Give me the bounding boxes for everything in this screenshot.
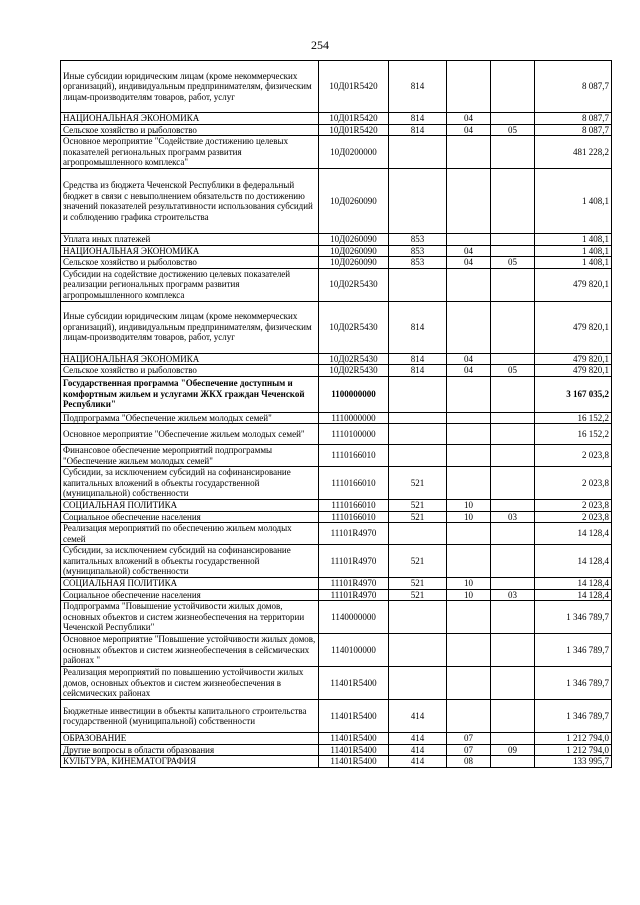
cell-csr: 10Д0260090: [319, 169, 389, 234]
cell-name: Уплата иных платежей: [61, 234, 319, 246]
cell-rz: 07: [447, 733, 491, 745]
table-row: [61, 424, 612, 445]
cell-rz: [447, 412, 491, 424]
table-row: [61, 353, 612, 365]
cell-csr: 11401R5400: [319, 733, 389, 745]
cell-vr: [389, 523, 447, 545]
cell-rz: 04: [447, 353, 491, 365]
cell-csr: 1110166010: [319, 511, 389, 523]
cell-pr: [491, 412, 535, 424]
table-row: [61, 136, 612, 169]
table-row: [61, 634, 612, 667]
cell-sum: 479 820,1: [535, 301, 612, 353]
cell-vr: 414: [389, 700, 447, 733]
table-row: [61, 700, 612, 733]
cell-csr: 10Д0200000: [319, 136, 389, 169]
cell-vr: 414: [389, 744, 447, 756]
cell-pr: [491, 733, 535, 745]
table-row: [61, 113, 612, 125]
table-row: [61, 744, 612, 756]
cell-pr: [491, 245, 535, 257]
cell-sum: 14 128,4: [535, 578, 612, 590]
cell-csr: 1140000000: [319, 601, 389, 634]
cell-name: Реализация мероприятий по обеспечению жильем молодых семей: [61, 523, 319, 545]
cell-vr: [389, 601, 447, 634]
table-row: [61, 268, 612, 301]
cell-vr: 521: [389, 511, 447, 523]
cell-pr: [491, 169, 535, 234]
table-row: [61, 523, 612, 545]
cell-name: НАЦИОНАЛЬНАЯ ЭКОНОМИКА: [61, 353, 319, 365]
cell-vr: 414: [389, 756, 447, 768]
cell-vr: [389, 136, 447, 169]
table-row: [61, 412, 612, 424]
cell-rz: [447, 169, 491, 234]
page-number: 254: [311, 38, 329, 52]
cell-sum: 1 408,1: [535, 257, 612, 269]
cell-rz: [447, 601, 491, 634]
cell-vr: 814: [389, 301, 447, 353]
table-row: [61, 245, 612, 257]
cell-pr: [491, 353, 535, 365]
cell-sum: 2 023,8: [535, 511, 612, 523]
table-row: [61, 169, 612, 234]
cell-name: Иные субсидии юридическим лицам (кроме некоммерческих организаций), индивидуальным предпринимателям, физическим лицам-производителям товаров, работ, услуг: [61, 61, 319, 113]
cell-rz: [447, 234, 491, 246]
cell-vr: [389, 667, 447, 700]
cell-vr: 814: [389, 61, 447, 113]
cell-csr: 1110000000: [319, 412, 389, 424]
cell-csr: 1110166010: [319, 467, 389, 500]
cell-sum: 14 128,4: [535, 523, 612, 545]
cell-pr: [491, 61, 535, 113]
cell-rz: 10: [447, 511, 491, 523]
cell-vr: 853: [389, 245, 447, 257]
cell-vr: 521: [389, 545, 447, 578]
cell-csr: 11401R5400: [319, 700, 389, 733]
cell-rz: 10: [447, 500, 491, 512]
cell-csr: 11401R5400: [319, 744, 389, 756]
table-row: [61, 301, 612, 353]
cell-rz: [447, 523, 491, 545]
cell-pr: [491, 467, 535, 500]
cell-sum: 1 346 789,7: [535, 601, 612, 634]
cell-sum: 133 995,7: [535, 756, 612, 768]
cell-csr: 1100000000: [319, 376, 389, 412]
cell-pr: [491, 136, 535, 169]
cell-rz: 04: [447, 245, 491, 257]
cell-vr: [389, 412, 447, 424]
cell-name: Государственная программа "Обеспечение доступным и комфортным жильем и услугами ЖКХ граждан Чеченской Республики": [61, 376, 319, 412]
cell-sum: 479 820,1: [535, 268, 612, 301]
cell-name: Подпрограмма "Повышение устойчивости жилых домов, основных объектов и систем жизнеобеспечения на территории Чеченской Республики": [61, 601, 319, 634]
cell-csr: 10Д02R5430: [319, 301, 389, 353]
table-row: [61, 511, 612, 523]
cell-rz: [447, 268, 491, 301]
cell-csr: 10Д02R5430: [319, 353, 389, 365]
table-row: [61, 733, 612, 745]
cell-sum: 481 228,2: [535, 136, 612, 169]
cell-csr: 1110100000: [319, 424, 389, 445]
cell-rz: [447, 301, 491, 353]
cell-rz: [447, 700, 491, 733]
cell-pr: [491, 756, 535, 768]
cell-pr: [491, 500, 535, 512]
cell-sum: 1 408,1: [535, 234, 612, 246]
cell-rz: 04: [447, 257, 491, 269]
table-row: [61, 467, 612, 500]
cell-vr: 814: [389, 113, 447, 125]
cell-pr: 03: [491, 511, 535, 523]
cell-csr: 10Д01R5420: [319, 113, 389, 125]
cell-name: Другие вопросы в области образования: [61, 744, 319, 756]
cell-rz: 04: [447, 365, 491, 377]
cell-name: Средства из бюджета Чеченской Республики в федеральный бюджет в связи с невыполнением обязательств по достижению значений показателей результативности использования субсидий и соблюдению графика строительства: [61, 169, 319, 234]
table-row: [61, 376, 612, 412]
cell-pr: 09: [491, 744, 535, 756]
cell-pr: [491, 545, 535, 578]
cell-rz: [447, 445, 491, 467]
cell-sum: 1 408,1: [535, 169, 612, 234]
cell-sum: 2 023,8: [535, 445, 612, 467]
cell-rz: 07: [447, 744, 491, 756]
table-row: [61, 234, 612, 246]
cell-pr: [491, 578, 535, 590]
cell-csr: 10Д01R5420: [319, 124, 389, 136]
cell-csr: 1110166010: [319, 500, 389, 512]
cell-pr: [491, 634, 535, 667]
cell-csr: 10Д02R5430: [319, 365, 389, 377]
cell-vr: 521: [389, 500, 447, 512]
cell-sum: 16 152,2: [535, 412, 612, 424]
cell-vr: 814: [389, 124, 447, 136]
cell-rz: [447, 376, 491, 412]
cell-name: Финансовое обеспечение мероприятий подпрограммы "Обеспечение жильем молодых семей": [61, 445, 319, 467]
cell-name: Сельское хозяйство и рыболовство: [61, 257, 319, 269]
cell-csr: 10Д0260090: [319, 245, 389, 257]
cell-name: Бюджетные инвестиции в объекты капитального строительства государственной (муниципальной) собственности: [61, 700, 319, 733]
cell-name: Основное мероприятие "Содействие достижению целевых показателей региональных программ развития агропромышленного комплекса": [61, 136, 319, 169]
table-row: [61, 257, 612, 269]
cell-name: КУЛЬТУРА, КИНЕМАТОГРАФИЯ: [61, 756, 319, 768]
table-row: [61, 601, 612, 634]
cell-rz: [447, 61, 491, 113]
cell-name: Социальное обеспечение населения: [61, 589, 319, 601]
cell-rz: [447, 667, 491, 700]
cell-vr: [389, 169, 447, 234]
cell-vr: 521: [389, 578, 447, 590]
cell-sum: 16 152,2: [535, 424, 612, 445]
cell-rz: 08: [447, 756, 491, 768]
cell-sum: 1 212 794,0: [535, 733, 612, 745]
cell-csr: 11101R4970: [319, 589, 389, 601]
cell-sum: 2 023,8: [535, 467, 612, 500]
cell-csr: 1110166010: [319, 445, 389, 467]
cell-pr: [491, 445, 535, 467]
table-row: [61, 500, 612, 512]
table-row: [61, 589, 612, 601]
table-row: [61, 445, 612, 467]
cell-rz: 10: [447, 578, 491, 590]
budget-table: [60, 60, 612, 768]
cell-pr: [491, 113, 535, 125]
cell-sum: 1 346 789,7: [535, 667, 612, 700]
cell-csr: 10Д0260090: [319, 257, 389, 269]
cell-rz: [447, 424, 491, 445]
cell-name: СОЦИАЛЬНАЯ ПОЛИТИКА: [61, 578, 319, 590]
cell-rz: [447, 545, 491, 578]
cell-name: Субсидии на содействие достижению целевых показателей реализации региональных программ развития агропромышленного комплекса: [61, 268, 319, 301]
cell-name: НАЦИОНАЛЬНАЯ ЭКОНОМИКА: [61, 245, 319, 257]
cell-name: НАЦИОНАЛЬНАЯ ЭКОНОМИКА: [61, 113, 319, 125]
cell-csr: 10Д01R5420: [319, 61, 389, 113]
cell-vr: [389, 634, 447, 667]
cell-vr: 814: [389, 365, 447, 377]
cell-vr: 853: [389, 257, 447, 269]
cell-pr: [491, 523, 535, 545]
cell-name: Основное мероприятие "Обеспечение жильем молодых семей": [61, 424, 319, 445]
cell-pr: [491, 601, 535, 634]
cell-sum: 479 820,1: [535, 365, 612, 377]
cell-sum: 8 087,7: [535, 113, 612, 125]
cell-sum: 3 167 035,2: [535, 376, 612, 412]
cell-name: СОЦИАЛЬНАЯ ПОЛИТИКА: [61, 500, 319, 512]
cell-csr: 11401R5400: [319, 667, 389, 700]
table-row: [61, 365, 612, 377]
cell-rz: 04: [447, 124, 491, 136]
cell-pr: 05: [491, 365, 535, 377]
cell-pr: 03: [491, 589, 535, 601]
cell-csr: 10Д0260090: [319, 234, 389, 246]
table-row: [61, 756, 612, 768]
cell-name: Подпрограмма "Обеспечение жильем молодых семей": [61, 412, 319, 424]
cell-csr: 10Д02R5430: [319, 268, 389, 301]
table-row: [61, 578, 612, 590]
cell-pr: [491, 667, 535, 700]
cell-rz: [447, 467, 491, 500]
cell-pr: 05: [491, 124, 535, 136]
cell-vr: [389, 445, 447, 467]
table-row: [61, 667, 612, 700]
cell-sum: 1 408,1: [535, 245, 612, 257]
cell-pr: 05: [491, 257, 535, 269]
cell-vr: 414: [389, 733, 447, 745]
cell-name: Социальное обеспечение населения: [61, 511, 319, 523]
cell-pr: [491, 700, 535, 733]
cell-vr: [389, 376, 447, 412]
cell-vr: 853: [389, 234, 447, 246]
cell-vr: 814: [389, 353, 447, 365]
cell-sum: 14 128,4: [535, 589, 612, 601]
cell-pr: [491, 376, 535, 412]
cell-rz: 10: [447, 589, 491, 601]
cell-sum: 1 346 789,7: [535, 700, 612, 733]
cell-pr: [491, 268, 535, 301]
table-row: [61, 545, 612, 578]
cell-csr: 11401R5400: [319, 756, 389, 768]
cell-pr: [491, 234, 535, 246]
cell-name: Основное мероприятие "Повышение устойчивости жилых домов, основных объектов и систем жизнеобеспечения в сейсмических районах ": [61, 634, 319, 667]
cell-name: Реализация мероприятий по повышению устойчивости жилых домов, основных объектов и систем жизнеобеспечения в сейсмических районах: [61, 667, 319, 700]
cell-vr: 521: [389, 589, 447, 601]
cell-sum: 8 087,7: [535, 124, 612, 136]
cell-csr: 1140100000: [319, 634, 389, 667]
cell-vr: [389, 424, 447, 445]
cell-sum: 479 820,1: [535, 353, 612, 365]
cell-rz: 04: [447, 113, 491, 125]
cell-pr: [491, 301, 535, 353]
table-row: [61, 124, 612, 136]
cell-sum: 2 023,8: [535, 500, 612, 512]
cell-sum: 1 346 789,7: [535, 634, 612, 667]
table-row: [61, 61, 612, 113]
cell-sum: 14 128,4: [535, 545, 612, 578]
cell-pr: [491, 424, 535, 445]
cell-sum: 8 087,7: [535, 61, 612, 113]
cell-name: Субсидии, за исключением субсидий на софинансирование капитальных вложений в объекты государственной (муниципальной) собственности: [61, 545, 319, 578]
cell-name: Субсидии, за исключением субсидий на софинансирование капитальных вложений в объекты государственной (муниципальной) собственности: [61, 467, 319, 500]
cell-name: Иные субсидии юридическим лицам (кроме некоммерческих организаций), индивидуальным предпринимателям, физическим лицам-производителям товаров, работ, услуг: [61, 301, 319, 353]
cell-sum: 1 212 794,0: [535, 744, 612, 756]
cell-rz: [447, 634, 491, 667]
cell-csr: 11101R4970: [319, 545, 389, 578]
cell-rz: [447, 136, 491, 169]
cell-csr: 11101R4970: [319, 523, 389, 545]
cell-name: Сельское хозяйство и рыболовство: [61, 365, 319, 377]
cell-vr: 521: [389, 467, 447, 500]
cell-csr: 11101R4970: [319, 578, 389, 590]
cell-vr: [389, 268, 447, 301]
cell-name: ОБРАЗОВАНИЕ: [61, 733, 319, 745]
cell-name: Сельское хозяйство и рыболовство: [61, 124, 319, 136]
